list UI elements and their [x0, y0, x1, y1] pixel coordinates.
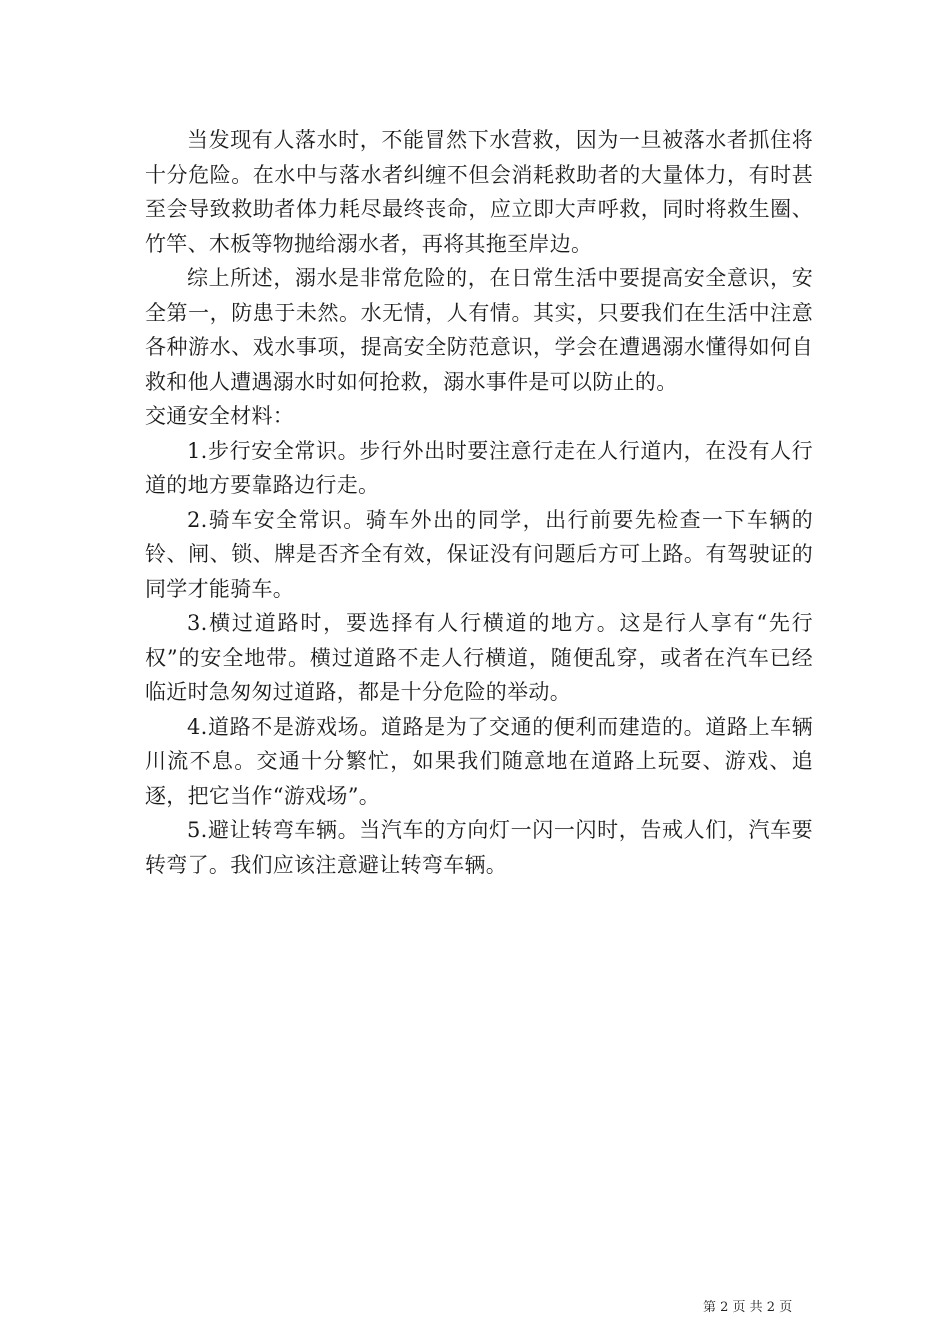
paragraph-summary: 综上所述，溺水是非常危险的，在日常生活中要提高安全意识，安全第一，防患于未然。水无情，人有情。其实，只要我们在生活中注意各种游水、戏水事项，提高安全防范意识，学会在遭遇溺水懂得如何自救和他人遭遇溺水时如何抢救，溺水事件是可以防止的。 — [145, 266, 813, 394]
paragraph-rescue: 当发现有人落水时，不能冒然下水营救，因为一旦被落水者抓住将十分危险。在水中与落水者纠缠不但会消耗救助者的大量体力，有时甚至会导致救助者体力耗尽最终丧命，应立即大声呼救，同时将救生圈、竹竿、木板等物抛给溺水者，再将其拖至岸边。 — [145, 128, 813, 256]
page-number: 第 2 页 共 2 页 — [703, 1300, 793, 1315]
document-body — [145, 123, 813, 882]
list-item-crossing: 3.横过道路时，要选择有人行横道的地方。这是行人享有“先行权”的安全地带。横过道路不走人行横道，随便乱穿，或者在汽车已经临近时急匆匆过道路，都是十分危险的举动。 — [145, 611, 813, 704]
list-item-cycling: 2.骑车安全常识。骑车外出的同学，出行前要先检查一下车辆的铃、闸、锁、牌是否齐全有效，保证没有问题后方可上路。有驾驶证的同学才能骑车。 — [145, 507, 813, 601]
section-heading-traffic-safety: 交通安全材料： — [145, 404, 295, 428]
list-item-turning-vehicles: 5.避让转弯车辆。当汽车的方向灯一闪一闪时，告戒人们，汽车要转弯了。我们应该注意避让转弯车辆。 — [145, 818, 813, 877]
list-item-road-not-playground: 4.道路不是游戏场。道路是为了交通的便利而建造的。道路上车辆川流不息。交通十分繁忙，如果我们随意地在道路上玩耍、游戏、追逐，把它当作“游戏场”。 — [145, 714, 813, 808]
list-item-walking: 1.步行安全常识。步行外出时要注意行走在人行道内，在没有人行道的地方要靠路边行走。 — [145, 438, 813, 497]
